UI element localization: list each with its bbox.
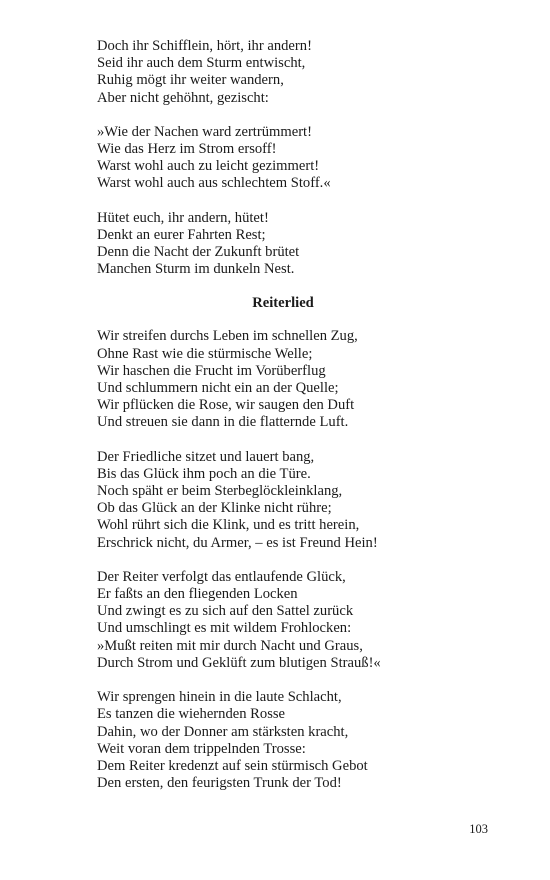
stanza	[97, 124, 497, 193]
verse-line: Denkt an eurer Fahrten Rest;	[97, 226, 266, 243]
verse-line: Noch späht er beim Sterbeglöckleinklang,	[97, 483, 343, 500]
verse-line: Warst wohl auch aus schlechtem Stoff.«	[97, 175, 331, 192]
verse-line: Aber nicht gehöhnt, gezischt:	[97, 89, 269, 106]
page-number: 103	[469, 822, 488, 836]
verse-line: Wir haschen die Frucht im Vorüberflug	[97, 362, 326, 379]
verse-line: Wir pflücken die Rose, wir saugen den Duft	[97, 397, 355, 414]
stanza	[97, 328, 497, 431]
verse-line: Seid ihr auch dem Sturm entwischt,	[97, 55, 306, 72]
stanza	[97, 38, 497, 107]
verse-line: Wir sprengen hinein in die laute Schlacht,	[97, 689, 342, 706]
verse-line: Durch Strom und Geklüft zum blutigen Strauß!«	[97, 654, 381, 671]
verse-line: »Mußt reiten mit mir durch Nacht und Graus,	[97, 637, 363, 654]
verse-line: Wohl rührt sich die Klink, und es tritt herein,	[97, 517, 360, 534]
verse-line: Erschrick nicht, du Armer, – es ist Freund Hein!	[97, 534, 378, 551]
verse-line: Und umschlingt es mit wildem Frohlocken:	[97, 620, 352, 637]
verse-line: Er faßts an den fliegenden Locken	[97, 586, 298, 603]
verse-line: Wie das Herz im Strom ersoff!	[97, 141, 277, 158]
stanza	[97, 569, 497, 672]
verse-line: Weit voran dem trippelnden Trosse:	[97, 740, 306, 757]
poem-title: Reiterlied	[252, 295, 314, 312]
poem-text	[97, 38, 497, 809]
verse-line: Hütet euch, ihr andern, hütet!	[97, 209, 269, 226]
verse-line: Ohne Rast wie die stürmische Welle;	[97, 345, 313, 362]
verse-line: Ruhig mögt ihr weiter wandern,	[97, 72, 284, 89]
verse-line: Wir streifen durchs Leben im schnellen Zug,	[97, 328, 358, 345]
verse-line: Und streuen sie dann in die flatternde Luft.	[97, 414, 349, 431]
verse-line: Dahin, wo der Donner am stärksten kracht,	[97, 723, 349, 740]
verse-line: Es tanzen die wiehernden Rosse	[97, 706, 286, 723]
stanza	[97, 210, 497, 279]
verse-line: Dem Reiter kredenzt auf sein stürmisch Gebot	[97, 757, 368, 774]
verse-line: Ob das Glück an der Klinke nicht rühre;	[97, 500, 332, 517]
verse-line: Der Reiter verfolgt das entlaufende Glück,	[97, 568, 346, 585]
stanza	[97, 449, 497, 552]
verse-line: Doch ihr Schifflein, hört, ihr andern!	[97, 38, 312, 54]
verse-line: Bis das Glück ihm poch an die Türe.	[97, 465, 311, 482]
verse-line: Der Friedliche sitzet und lauert bang,	[97, 448, 315, 465]
verse-line: Denn die Nacht der Zukunft brütet	[97, 244, 300, 261]
verse-line: »Wie der Nachen ward zertrümmert!	[97, 123, 312, 140]
verse-line: Den ersten, den feurigsten Trunk der Tod!	[97, 775, 342, 792]
stanza	[97, 689, 497, 792]
verse-line: Und zwingt es zu sich auf den Sattel zurück	[97, 603, 354, 620]
verse-line: Und schlummern nicht ein an der Quelle;	[97, 380, 339, 397]
verse-line: Manchen Sturm im dunkeln Nest.	[97, 261, 295, 278]
verse-line: Warst wohl auch zu leicht gezimmert!	[97, 158, 320, 175]
